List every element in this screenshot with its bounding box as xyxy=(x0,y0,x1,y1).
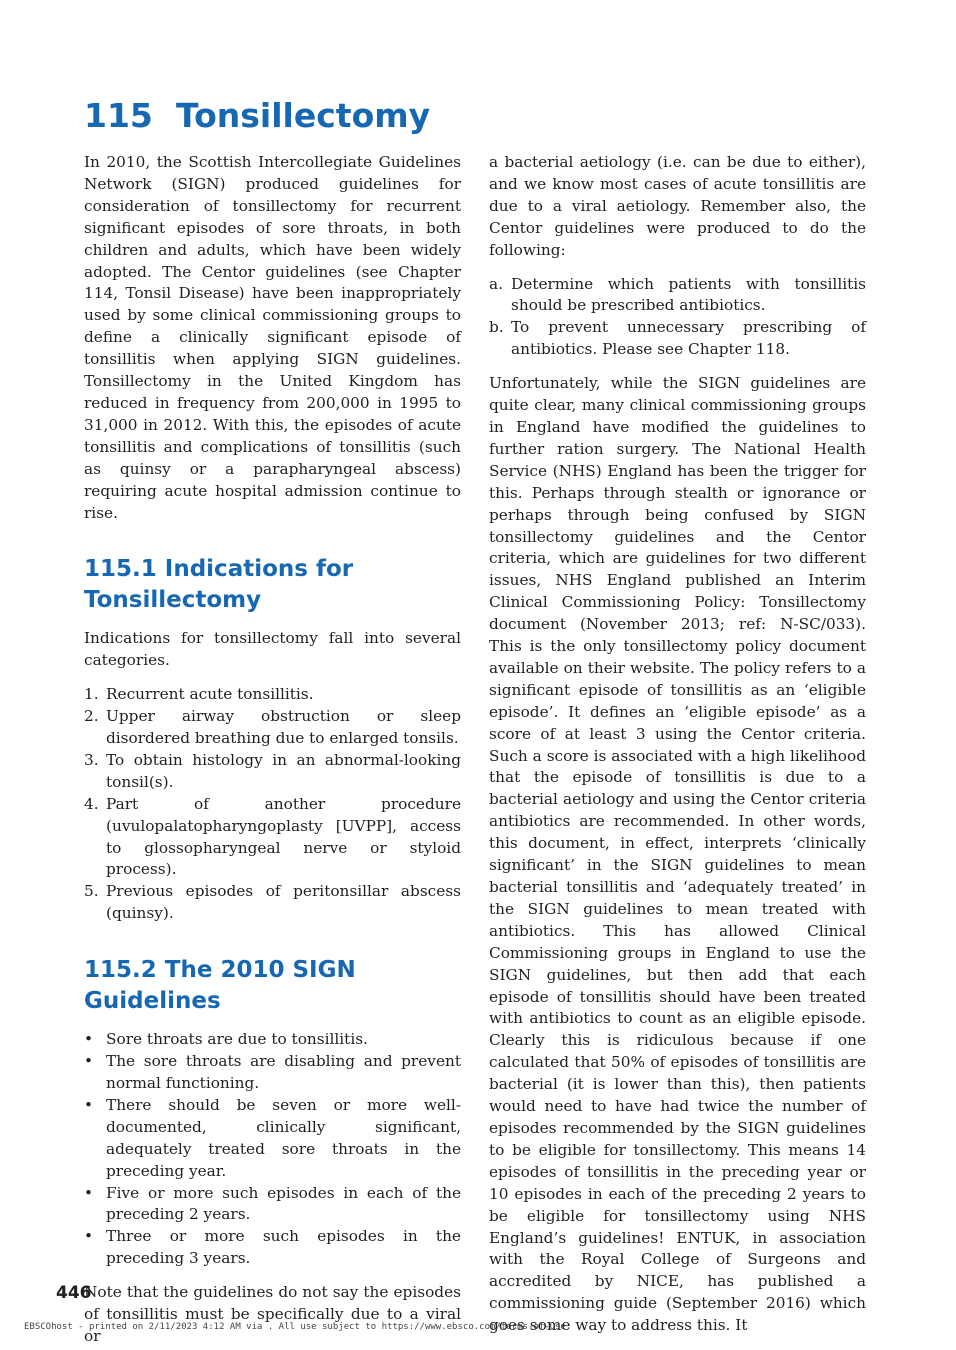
list-item-text: The sore throats are disabling and prevent normal functioning. xyxy=(106,1052,461,1092)
section-title-line: The 2010 SIGN xyxy=(164,957,356,984)
bullet-marker: • xyxy=(84,1183,94,1202)
bullet-marker: • xyxy=(84,1052,94,1071)
footer-text: EBSCOhost - printed on 2/11/2023 4:12 AM via . All use subject to https://www.ebsco.com/terms-of-use xyxy=(24,1322,566,1332)
list-item-text: Sore throats are due to tonsillitis. xyxy=(106,1030,368,1049)
list-item xyxy=(84,1051,461,1095)
section-heading-sign-guidelines xyxy=(84,955,461,1017)
list-item xyxy=(84,1095,461,1183)
list-marker: 2. xyxy=(84,707,99,726)
section-intro-paragraph: Indications for tonsillectomy fall into several categories. xyxy=(84,629,461,670)
list-item xyxy=(84,794,461,882)
list-item-text: There should be seven or more well-documented, clinically significant, adequately treated sore throats in the preceding year. xyxy=(106,1095,461,1180)
chapter-title-text: Tonsillectomy xyxy=(176,96,431,135)
list-item xyxy=(84,706,461,750)
list-item xyxy=(84,881,461,925)
bullet-marker: • xyxy=(84,1030,94,1049)
list-item xyxy=(84,684,461,706)
list-marker: b. xyxy=(489,318,504,337)
list-item-text: Three or more such episodes in the preceding 3 years. xyxy=(106,1227,461,1268)
list-item xyxy=(489,317,866,361)
page-number: 446 xyxy=(56,1283,92,1303)
indications-list xyxy=(84,684,461,925)
intro-paragraph: In 2010, the Scottish Intercollegiate Guidelines Network (SIGN) produced guidelines for consideration of tonsillectomy for recurrent significant episodes of sore throats, in both children and adults, which have been widely adopted. The Centor guidelines (see Chapter 114, Tonsil Disease) have been inappropriately used by some clinical commissioning groups to define a clinically significant episode of tonsillitis when applying SIGN guidelines. Tonsillectomy in the United Kingdom has reduced in frequency from 200,000 in 1995 to 31,000 in 2012. With this, the episodes of acute tonsillitis and complications of tonsillitis (such as quinsy or a parapharyngeal abscess) requiring acute hospital admission continue to rise. xyxy=(84,153,461,522)
section-title-line: Indications for xyxy=(164,556,354,583)
list-item xyxy=(84,750,461,794)
sign-criteria-list xyxy=(84,1029,461,1270)
list-item-text: To obtain histology in an abnormal-looking tonsil(s). xyxy=(106,750,461,791)
chapter-title xyxy=(84,96,430,136)
centor-purpose-list xyxy=(489,274,866,362)
bullet-marker: • xyxy=(84,1227,94,1246)
section-number: 115.1 xyxy=(84,556,157,583)
section-title-line: Guidelines xyxy=(84,988,221,1015)
body-paragraph: Unfortunately, while the SIGN guidelines are quite clear, many clinical commissioning groups in England have modified the guidelines to further ration surgery. The National Health Service (NHS) England has been the trigger for this. Perhaps through stealth or ignorance or perhaps through being confused by SIGN tonsillectomy guidelines and the Centor criteria, which are guidelines for two different issues, NHS England published an Interim Clinical Commissioning Policy: Tonsillectomy document (November 2013; ref: N-SC/033). This is the only tonsillectomy policy document available on their website. The policy refers to a significant episode of tonsillitis as an ‘eligible episode’. It defines an ‘eligible episode’ as a score of at least 3 using the Centor criteria. Such a score is associated with a high likelihood that the episode of tonsillitis is due to a bacterial aetiology and using the Centor criteria antibiotics are recommended. In other words, this document, in effect, interprets ‘clinically significant’ in the SIGN guidelines to mean bacterial tonsillitis and ‘adequately treated’ in the SIGN guidelines to mean treated with antibiotics. This has allowed Clinical Commissioning groups in England to use the SIGN guidelines, but then add that each episode of tonsillitis should have been treated with antibiotics to count as an eligible episode. Clearly this is ridiculous because if one calculated that 50% of episodes of tonsillitis are bacterial (it is lower than this), then patients would need to have had twice the number of episodes recommended by the SIGN guidelines to be eligible for tonsillectomy. This means 14 episodes of tonsillitis in the preceding year or 10 episodes in each of the preceding 2 years to be eligible for tonsillectomy using NHS England’s guidelines! ENTUK, in association with the Royal College of Surgeons and accredited by NICE, has published a commissioning guide (September 2016) which goes some way to address this. It xyxy=(489,374,866,1335)
section-heading-indications xyxy=(84,554,461,616)
list-item-text: Upper airway obstruction or sleep disordered breathing due to enlarged tonsils. xyxy=(106,707,461,748)
left-column xyxy=(84,152,461,1348)
list-item xyxy=(489,274,866,318)
list-marker: 1. xyxy=(84,685,99,704)
list-item-text: To prevent unnecessary prescribing of antibiotics. Please see Chapter 118. xyxy=(511,318,866,359)
section-number: 115.2 xyxy=(84,957,157,984)
list-item-text: Five or more such episodes in each of the preceding 2 years. xyxy=(106,1183,461,1224)
list-item xyxy=(84,1183,461,1227)
list-item-text: Part of another procedure (uvulopalatopharyngoplasty [UVPP], access to glossopharyngeal nerve or styloid process). xyxy=(106,794,461,879)
continuation-paragraph: a bacterial aetiology (i.e. can be due to either), and we know most cases of acute tonsillitis are due to a viral aetiology. Remember also, the Centor guidelines were produced to do the following: xyxy=(489,153,866,259)
list-marker: 4. xyxy=(84,794,99,813)
note-paragraph: Note that the guidelines do not say the episodes of tonsillitis must be specifically due to a viral or xyxy=(84,1283,461,1345)
list-item-text: Recurrent acute tonsillitis. xyxy=(106,685,314,704)
section-title-line: Tonsillectomy xyxy=(84,587,262,614)
list-marker: 3. xyxy=(84,750,99,769)
list-marker: 5. xyxy=(84,882,99,901)
right-column xyxy=(489,152,866,1337)
list-item xyxy=(84,1226,461,1270)
list-item xyxy=(84,1029,461,1051)
bullet-marker: • xyxy=(84,1095,94,1114)
list-marker: a. xyxy=(489,274,503,293)
list-item-text: Determine which patients with tonsillitis should be prescribed antibiotics. xyxy=(511,274,866,315)
chapter-number: 115 xyxy=(84,96,153,135)
list-item-text: Previous episodes of peritonsillar abscess (quinsy). xyxy=(106,882,461,923)
